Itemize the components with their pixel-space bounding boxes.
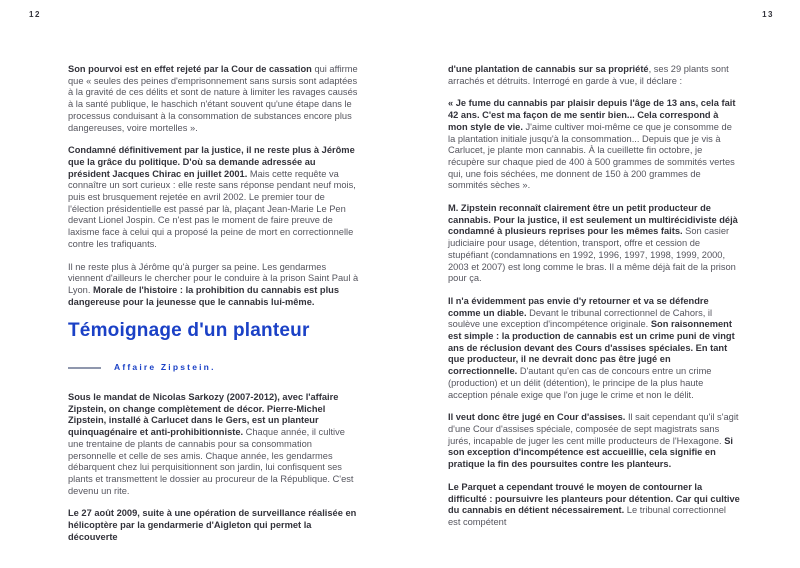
paragraph: M. Zipstein reconnaît clairement être un petit producteur de cannabis. Pour la justice, il est seulement un multirécidiviste déjà condamné à plusieurs reprises pour les mêmes faits. Son casier judiciaire pour usage, détention, transport, offre et cession de stupéfiant (condamnations en 1992, 1996, 1997, 1998, 1999, 2000, 2003 et 2007) est long comme le bras. Il a même déjà fait de la prison pour ça.: [448, 203, 738, 284]
paragraph: Sous le mandat de Nicolas Sarkozy (2007-2012), avec l'affaire Zipstein, on change complètement de décor. Pierre-Michel Zipstein, installé à Carlucet dans le Gers, est un planteur quinquagénaire et anti-prohibitionniste. Chaque année, il cultive une trentaine de plants de cannabis pour sa consommation personnelle et celle de ses amis. Chaque année, les gendarmes débarquent chez lui perquisitionnent son jardin, lui confisquent ses plants et transmettent le dossier au procureur de la République. C'est devenu un rite.: [68, 392, 354, 496]
paragraph: « Je fume du cannabis par plaisir depuis l'âge de 13 ans, cela fait 42 ans. C'est ma façon de me sentir bien... Cela correspond à mon style de vie. J'aime cultiver moi-même ce que je consomme de la plantation initiale jusqu'à la consommation... Depuis que je vis à Carlucet, je plante mon cannabis. À la cueillette fin octobre, je récupère sur chaque pied de 400 à 500 grammes de sommités vertes qui, une fois séchées, me donnent de 150 à 200 grammes de sommités sèches ».: [448, 98, 736, 191]
subsection-rule: [68, 367, 101, 369]
right-page-text-column: [448, 64, 740, 540]
paragraph: d'une plantation de cannabis sur sa propriété, ses 29 plants sont arrachés et détruits. Interrogé en garde à vue, il déclare :: [448, 64, 729, 86]
paragraph: Il ne reste plus à Jérôme qu'à purger sa peine. Les gendarmes viennent d'ailleurs le chercher pour le conduire à la prison Saint Paul à Lyon. Morale de l'histoire : la prohibition du cannabis est plus dangereuse pour la jeunesse que le cannabis lui-même.: [68, 261, 359, 307]
section-heading: Témoignage d'un planteur: [68, 320, 310, 342]
paragraph: Le Parquet a cependant trouvé le moyen de contourner la difficulté : poursuivre les planteurs pour détention. Car qui cultive du cannabis en détient nécessairement. Le tribunal correctionnel est compétent: [448, 481, 740, 527]
paragraph: Il n'a évidemment pas envie d'y retourner et va se défendre comme un diable. Devant le tribunal correctionnel de Cahors, il soulève une exception d'incompétence originale. Son raisonnement est simple : la production de cannabis est un crime puni de vingt ans de réclusion devant des Cours d'assises spéciales. En tant que producteur, il ne devrait donc pas être jugé en correctionnelle. D'autant qu'en cas de concours entre un crime (production) et un délit (détention), le principe de la plus haute acception pénale exige que l'on juge le crime et non le délit.: [448, 295, 735, 400]
paragraph: Il veut donc être jugé en Cour d'assises. Il sait cependant qu'il s'agit d'une Cour d'assises spéciale, composée de sept magistrats sans jurés, incapable de juger les cent mille producteurs de l'Hexagone. Si son exception d'incompétence est accueillie, cela signifie en pratique la fin des poursuites contre les planteurs.: [448, 412, 739, 470]
left-page-text-column: [68, 64, 360, 555]
subsection-label-text: Affaire Zipstein.: [114, 362, 216, 373]
paragraph: Le 27 août 2009, suite à une opération de surveillance réalisée en hélicoptère par la gendarmerie d'Aigleton qui permet la découverte: [68, 508, 357, 542]
subsection-label: [68, 362, 360, 374]
paragraph: Condamné définitivement par la justice, il ne reste plus à Jérôme que la grâce du politique. D'où sa demande adressée au président Jacques Chirac en juillet 2001. Mais cette requête va connaître un sort curieux : elle reste sans réponse pendant neuf mois, puis est brusquement rejetée en avril 2002. Le premier tour de l'élection présidentielle est passé par là, plaçant Jean-Marie Le Pen devant Lionel Jospin. Ce n'est pas le moment de faire preuve de laxisme face à celui qui a proposé la peine de mort en correctionnelle contre les trafiquants.: [68, 145, 356, 249]
page-number-left: 12: [29, 10, 41, 19]
page-number-right: 13: [762, 10, 774, 19]
paragraph: Son pourvoi est en effet rejeté par la Cour de cassation qui affirme que « seules des peines d'emprisonnement sans sursis sont adaptées à la gravité de ces délits et sont de nature à limiter les ravages causés à la santé publique, le haschich n'étant souvent qu'une étape dans le processus conduisant à la consommation de substances encore plus dangereuses, voire mortelles ».: [68, 64, 358, 133]
